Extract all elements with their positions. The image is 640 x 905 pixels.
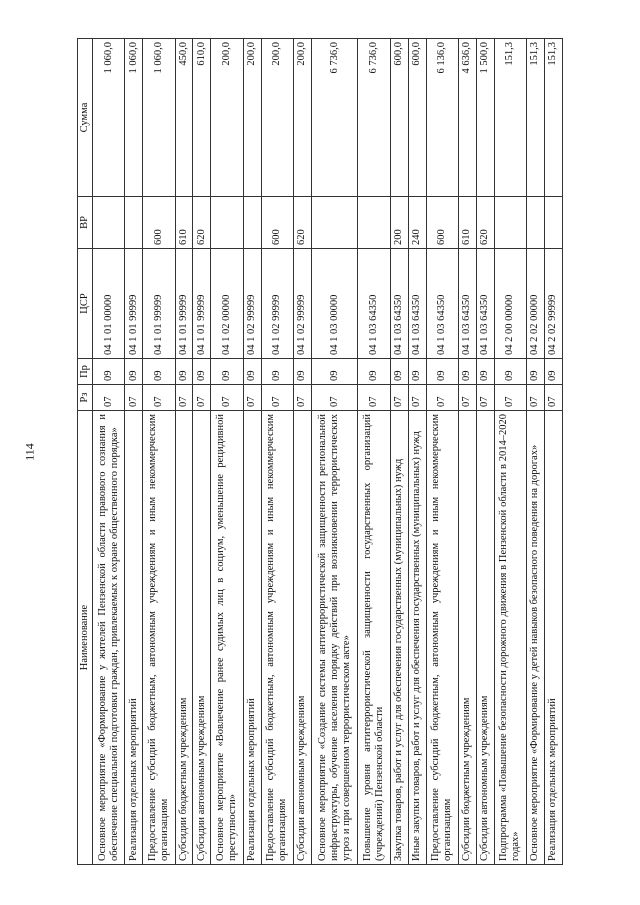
csr-cell: 04 1 03 64350 — [476, 249, 494, 359]
rz-cell: 07 — [494, 385, 526, 411]
vr-cell: 610 — [175, 197, 193, 249]
pr-cell: 09 — [261, 359, 293, 385]
name-cell: Субсидии автономным учреждениям — [476, 411, 494, 865]
pr-cell: 09 — [93, 359, 125, 385]
csr-cell: 04 1 03 64350 — [358, 249, 390, 359]
page-number: 114 — [22, 443, 37, 461]
pr-cell: 09 — [243, 359, 261, 385]
pr-cell: 09 — [476, 359, 494, 385]
csr-cell: 04 1 01 99999 — [125, 249, 143, 359]
budget-table — [77, 38, 563, 865]
header-name: Наименование — [78, 411, 93, 865]
name-cell: Субсидии автономным учреждениям — [293, 411, 311, 865]
pr-cell: 09 — [193, 359, 211, 385]
pr-cell: 09 — [494, 359, 526, 385]
csr-cell: 04 1 01 99999 — [175, 249, 193, 359]
sum-cell: 200,0 — [243, 39, 261, 197]
csr-cell: 04 1 02 00000 — [211, 249, 243, 359]
csr-cell: 04 1 03 64350 — [390, 249, 408, 359]
sum-cell: 1 060,0 — [125, 39, 143, 197]
table-row — [544, 39, 562, 865]
sum-cell: 200,0 — [293, 39, 311, 197]
sum-cell: 4 636,0 — [458, 39, 476, 197]
sum-cell: 200,0 — [261, 39, 293, 197]
table-row — [261, 39, 293, 865]
vr-cell: 610 — [458, 197, 476, 249]
rz-cell: 07 — [426, 385, 458, 411]
name-cell: Повышение уровня антитеррористической защищенности государственных организаций (учреждений) Пензенской области — [358, 411, 390, 865]
rz-cell: 07 — [293, 385, 311, 411]
rz-cell: 07 — [458, 385, 476, 411]
pr-cell: 09 — [293, 359, 311, 385]
csr-cell: 04 1 01 99999 — [143, 249, 175, 359]
table-row — [93, 39, 125, 865]
table-row — [476, 39, 494, 865]
rz-cell: 07 — [358, 385, 390, 411]
pr-cell: 09 — [458, 359, 476, 385]
pr-cell: 09 — [526, 359, 544, 385]
vr-cell — [526, 197, 544, 249]
name-cell: Субсидии автономным учреждениям — [193, 411, 211, 865]
pr-cell: 09 — [211, 359, 243, 385]
csr-cell: 04 2 00 00000 — [494, 249, 526, 359]
pr-cell: 09 — [544, 359, 562, 385]
csr-cell: 04 1 02 99999 — [261, 249, 293, 359]
table-row — [193, 39, 211, 865]
table-row — [458, 39, 476, 865]
budget-table-container — [77, 39, 563, 865]
csr-cell: 04 2 02 99999 — [544, 249, 562, 359]
sum-cell: 151,3 — [544, 39, 562, 197]
csr-cell: 04 1 01 00000 — [93, 249, 125, 359]
pr-cell: 09 — [175, 359, 193, 385]
name-cell: Субсидии бюджетным учреждениям — [175, 411, 193, 865]
rz-cell: 07 — [193, 385, 211, 411]
header-rz: Рз — [78, 385, 93, 411]
sum-cell: 6 136,0 — [426, 39, 458, 197]
sum-cell: 450,0 — [175, 39, 193, 197]
header-csr: ЦСР — [78, 249, 93, 359]
csr-cell: 04 2 02 00000 — [526, 249, 544, 359]
name-cell: Основное мероприятие «Формирование у жителей Пензенской области правового сознания и обеспечение специальной подготовки граждан, привлекаемых к охране общественного порядка» — [93, 411, 125, 865]
sum-cell: 600,0 — [408, 39, 426, 197]
table-row — [211, 39, 243, 865]
vr-cell — [93, 197, 125, 249]
table-row — [243, 39, 261, 865]
name-cell: Предоставление субсидий бюджетным, автономным учреждениям и иным некоммерческим организациям — [261, 411, 293, 865]
pr-cell: 09 — [426, 359, 458, 385]
rz-cell: 07 — [175, 385, 193, 411]
name-cell: Реализация отдельных мероприятий — [125, 411, 143, 865]
rz-cell: 07 — [526, 385, 544, 411]
vr-cell: 620 — [193, 197, 211, 249]
pr-cell: 09 — [408, 359, 426, 385]
vr-cell — [125, 197, 143, 249]
name-cell: Основное мероприятие «Формирование у детей навыков безопасного поведения на дорогах» — [526, 411, 544, 865]
table-row — [293, 39, 311, 865]
rz-cell: 07 — [544, 385, 562, 411]
csr-cell: 04 1 03 64350 — [408, 249, 426, 359]
name-cell: Субсидии бюджетным учреждениям — [458, 411, 476, 865]
vr-cell: 620 — [293, 197, 311, 249]
csr-cell: 04 1 02 99999 — [243, 249, 261, 359]
rz-cell: 07 — [93, 385, 125, 411]
sum-cell: 151,3 — [494, 39, 526, 197]
rz-cell: 07 — [390, 385, 408, 411]
vr-cell: 620 — [476, 197, 494, 249]
vr-cell: 240 — [408, 197, 426, 249]
table-row — [358, 39, 390, 865]
rz-cell: 07 — [143, 385, 175, 411]
name-cell: Предоставление субсидий бюджетным, автономным учреждениям и иным некоммерческим организациям — [143, 411, 175, 865]
vr-cell — [211, 197, 243, 249]
vr-cell: 600 — [143, 197, 175, 249]
rz-cell: 07 — [211, 385, 243, 411]
csr-cell: 04 1 03 00000 — [311, 249, 358, 359]
header-row — [78, 39, 93, 865]
sum-cell: 6 736,0 — [358, 39, 390, 197]
sum-cell: 200,0 — [211, 39, 243, 197]
rz-cell: 07 — [311, 385, 358, 411]
csr-cell: 04 1 02 99999 — [293, 249, 311, 359]
csr-cell: 04 1 03 64350 — [458, 249, 476, 359]
table-row — [311, 39, 358, 865]
pr-cell: 09 — [390, 359, 408, 385]
name-cell: Основное мероприятие «Вовлечение ранее судимых лиц в социум, уменьшение рецидивной преступности» — [211, 411, 243, 865]
table-row — [143, 39, 175, 865]
vr-cell — [243, 197, 261, 249]
vr-cell: 600 — [261, 197, 293, 249]
name-cell: Реализация отдельных мероприятий — [544, 411, 562, 865]
sum-cell: 1 060,0 — [143, 39, 175, 197]
vr-cell: 600 — [426, 197, 458, 249]
vr-cell: 200 — [390, 197, 408, 249]
table-header — [78, 39, 93, 865]
rz-cell: 07 — [476, 385, 494, 411]
table-body — [93, 39, 563, 865]
sum-cell: 6 736,0 — [311, 39, 358, 197]
sum-cell: 151,3 — [526, 39, 544, 197]
sum-cell: 600,0 — [390, 39, 408, 197]
pr-cell: 09 — [358, 359, 390, 385]
vr-cell — [544, 197, 562, 249]
sum-cell: 610,0 — [193, 39, 211, 197]
table-row — [426, 39, 458, 865]
name-cell: Предоставление субсидий бюджетным, автономным учреждениям и иным некоммерческим организациям — [426, 411, 458, 865]
vr-cell — [358, 197, 390, 249]
vr-cell — [311, 197, 358, 249]
vr-cell — [494, 197, 526, 249]
pr-cell: 09 — [143, 359, 175, 385]
csr-cell: 04 1 03 64350 — [426, 249, 458, 359]
pr-cell: 09 — [311, 359, 358, 385]
name-cell: Подпрограмма «Повышение безопасности дорожного движения в Пензенской области в 2014–2020 годах» — [494, 411, 526, 865]
name-cell: Закупка товаров, работ и услуг для обеспечения государственных (муниципальных) нужд — [390, 411, 408, 865]
header-pr: Пр — [78, 359, 93, 385]
header-sum: Сумма — [78, 39, 93, 197]
header-vr: ВР — [78, 197, 93, 249]
table-row — [494, 39, 526, 865]
csr-cell: 04 1 01 99999 — [193, 249, 211, 359]
name-cell: Иные закупки товаров, работ и услуг для обеспечения государственных (муниципальных) нужд — [408, 411, 426, 865]
rz-cell: 07 — [125, 385, 143, 411]
pr-cell: 09 — [125, 359, 143, 385]
table-row — [408, 39, 426, 865]
table-row — [125, 39, 143, 865]
sum-cell: 1 060,0 — [93, 39, 125, 197]
sum-cell: 1 500,0 — [476, 39, 494, 197]
rz-cell: 07 — [243, 385, 261, 411]
rz-cell: 07 — [408, 385, 426, 411]
table-row — [175, 39, 193, 865]
rz-cell: 07 — [261, 385, 293, 411]
table-row — [526, 39, 544, 865]
name-cell: Реализация отдельных мероприятий — [243, 411, 261, 865]
table-row — [390, 39, 408, 865]
name-cell: Основное мероприятие «Создание системы антитеррористической защищенности региональной инфраструктуры, обучение населения порядку действий при возникновении террористических угроз и при совершенном террористическом акте» — [311, 411, 358, 865]
